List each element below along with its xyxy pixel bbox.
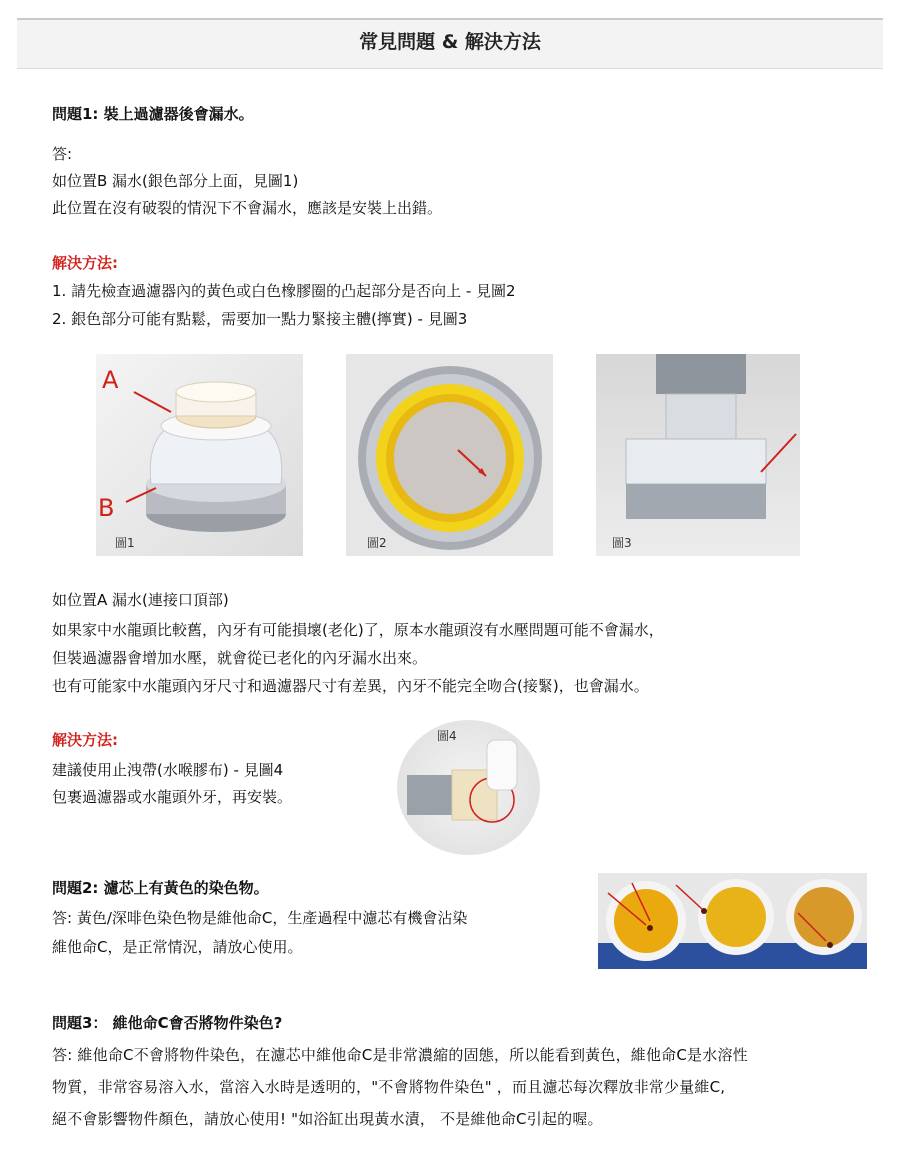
position-a-line-1: 如果家中水龍頭比較舊，內牙有可能損壞(老化)了，原本水龍頭沒有水壓問題可能不會漏水， bbox=[52, 621, 664, 639]
q2-answer-line-2: 維他命C，是正常情況，請放心使用。 bbox=[52, 938, 303, 956]
position-a-line-3: 也有可能家中水龍頭內牙尺寸和過濾器尺寸有差異，內牙不能完全吻合(接緊)，也會漏水。 bbox=[52, 677, 649, 695]
figure-3-photo bbox=[596, 354, 800, 556]
figure-2-caption: 圖2 bbox=[367, 536, 387, 550]
q2-question: 問題2: 濾芯上有黃色的染色物。 bbox=[52, 879, 269, 897]
figure-3-caption: 圖3 bbox=[612, 536, 632, 550]
q3-answer-line-1: 答: 維他命C不會將物件染色，在濾芯中維他命C是非常濃縮的固態，所以能看到黃色，維他命C是水溶性 bbox=[52, 1046, 748, 1064]
q2-answer-line-1: 答: 黃色/深啡色染色物是維他命C，生產過程中濾芯有機會沾染 bbox=[52, 909, 468, 927]
q1-solution2-line-1: 建議使用止洩帶(水喉膠布) - 見圖4 bbox=[52, 761, 284, 779]
figure-1-caption: 圖1 bbox=[115, 536, 135, 550]
position-a-line-2: 但裝過濾器會增加水壓，就會從已老化的內牙漏水出來。 bbox=[52, 649, 428, 667]
q3-answer-line-2: 物質，非常容易溶入水，當溶入水時是透明的，"不會將物件染色" ，而且濾芯每次釋放非常少量維C, bbox=[52, 1078, 726, 1096]
q1-solution-item-1: 1. 請先檢查過濾器內的黃色或白色橡膠圈的凸起部分是否向上 - 見圖2 bbox=[52, 282, 516, 300]
figure-4-caption: 圖4 bbox=[437, 729, 457, 743]
q1-answer-line1: 如位置B 漏水(銀色部分上面，見圖1) bbox=[52, 172, 299, 190]
figure-4-photo bbox=[397, 720, 540, 855]
figure-1-label-a: A bbox=[102, 366, 119, 394]
q1-solution-item-2: 2. 銀色部分可能有點鬆，需要加一點力緊接主體(擰實) - 見圖3 bbox=[52, 310, 468, 328]
q1-answer-label: 答: bbox=[52, 145, 73, 163]
figure-1-photo bbox=[96, 354, 303, 556]
filter-stain-photo bbox=[598, 873, 867, 969]
page-title: 常見問題 & 解決方法 bbox=[359, 31, 541, 53]
q1-question: 問題1: 裝上過濾器後會漏水。 bbox=[52, 105, 254, 123]
position-a-title: 如位置A 漏水(連接口頂部) bbox=[52, 591, 229, 609]
q3-question: 問題3： 維他命C會否將物件染色? bbox=[52, 1014, 283, 1032]
q3-answer-line-3: 絕不會影響物件顏色，請放心使用! "如浴缸出現黃水漬， 不是維他命C引起的喔。 bbox=[52, 1110, 603, 1128]
q1-solution2-label: 解決方法: bbox=[52, 731, 118, 749]
figure-2-photo bbox=[346, 354, 553, 556]
q1-solution-label: 解決方法: bbox=[52, 254, 118, 272]
q1-answer-line2: 此位置在沒有破裂的情況下不會漏水，應該是安裝上出錯。 bbox=[52, 199, 443, 217]
figure-1-label-b: B bbox=[98, 494, 115, 522]
q1-solution2-line-2: 包裹過濾器或水龍頭外牙，再安裝。 bbox=[52, 788, 293, 806]
